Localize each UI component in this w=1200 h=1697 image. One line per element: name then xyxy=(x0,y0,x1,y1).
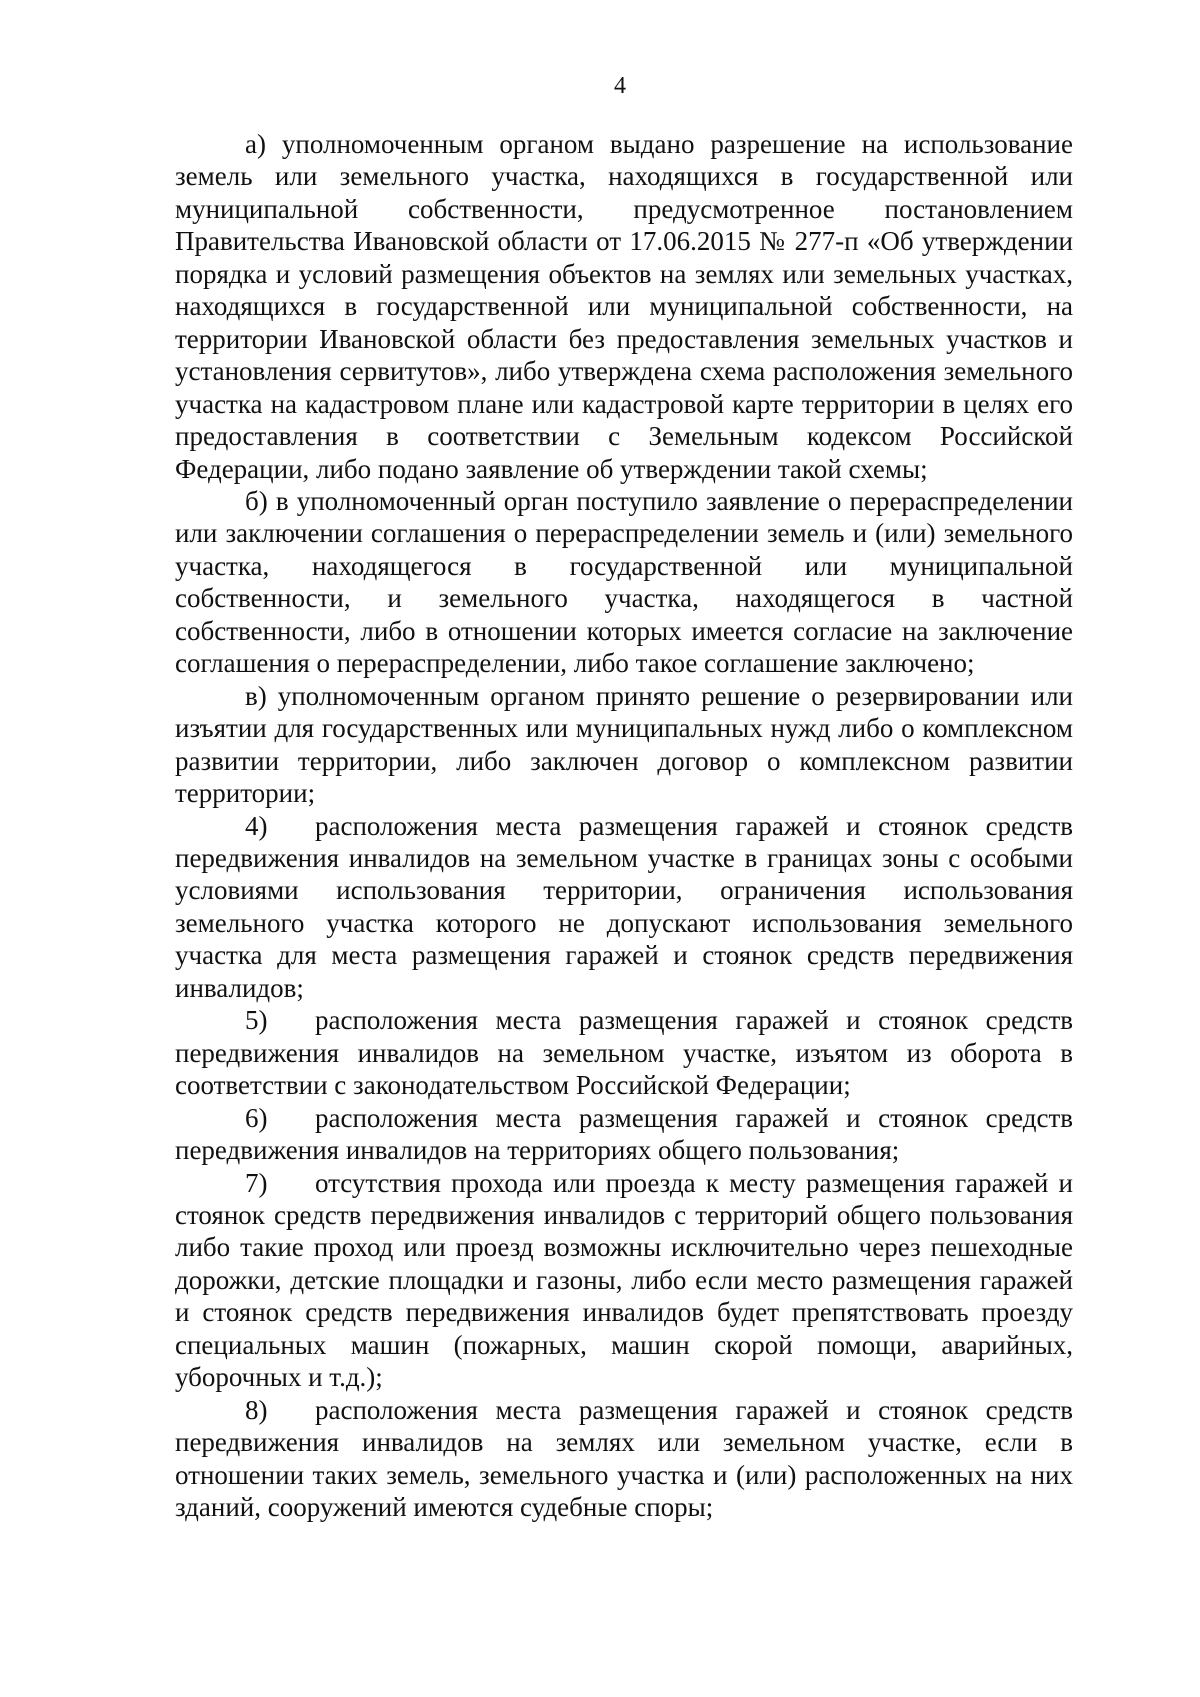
list-item-label: 8) xyxy=(245,1394,268,1425)
list-item-8 xyxy=(175,1394,1073,1524)
list-item-6 xyxy=(175,1102,1073,1167)
paragraph-a xyxy=(175,128,1073,485)
list-item-4 xyxy=(175,810,1073,1005)
list-item-text: расположения места размещения гаражей и стоянок средств передвижения инвалидов на землях или земельном участке, если в отношении таких земель, земельного участка и (или) расположенных на них зданий, сооружений имеются судебные споры; xyxy=(175,1394,1073,1523)
paragraph-text: б) в уполномоченный орган поступило заявление о перераспределении или заключении соглашения о перераспределении земель и (или) земельного участка, находящегося в государственной или муниципальной собственности, и земельного участка, находящегося в частной собственности, либо в отношении которых имеется согласие на заключение соглашения о перераспределении, либо такое соглашение заключено; xyxy=(175,485,1073,679)
list-item-label: 4) xyxy=(245,810,268,841)
list-item-label: 7) xyxy=(245,1167,268,1198)
page-number: 4 xyxy=(614,73,626,99)
paragraph-b xyxy=(175,485,1073,680)
list-item-text: отсутствия прохода или проезда к месту размещения гаражей и стоянок средств передвижения инвалидов с территорий общего пользования либо такие проход или проезд возможны исключительно через пешеходные дорожки, детские площадки и газоны, либо если место размещения гаражей и стоянок средств передвижения инвалидов будет препятствовать проезду специальных машин (пожарных, машин скорой помощи, аварийных, уборочных и т.д.); xyxy=(175,1167,1073,1393)
list-item-text: расположения места размещения гаражей и стоянок средств передвижения инвалидов на территориях общего пользования; xyxy=(175,1102,1073,1166)
list-item-label: 5) xyxy=(245,1005,268,1036)
paragraph-v xyxy=(175,680,1073,810)
list-item-7 xyxy=(175,1167,1073,1394)
paragraph-text: а) уполномоченным органом выдано разрешение на использование земель или земельного участка, находящихся в государственной или муниципальной собственности, предусмотренное постановлением Правительства Ивановской области от 17.06.2015 № 277-п «Об утверждении порядка и условий размещения объектов на землях или земельных участках, находящихся в государственной или муниципальной собственности, на территории Ивановской области без предоставления земельных участков и установления сервитутов», либо утверждена схема расположения земельного участка на кадастровом плане или кадастровой карте территории в целях его предоставления в соответствии с Земельным кодексом Российской Федерации, либо подано заявление об утверждении такой схемы; xyxy=(175,129,1073,484)
list-item-label: 6) xyxy=(245,1102,268,1133)
document-body xyxy=(175,128,1073,1523)
paragraph-text: в) уполномоченным органом принято решение о резервировании или изъятии для государственных или муниципальных нужд либо о комплексном развитии территории, либо заключен договор о комплексном развитии территории; xyxy=(175,680,1073,809)
list-item-text: расположения места размещения гаражей и стоянок средств передвижения инвалидов на земельном участке в границах зоны с особыми условиями использования территории, ограничения использования земельного участка которого не допускают использования земельного участка для места размещения гаражей и стоянок средств передвижения инвалидов; xyxy=(175,810,1073,1003)
list-item-5 xyxy=(175,1004,1073,1101)
list-item-text: расположения места размещения гаражей и стоянок средств передвижения инвалидов на земельном участке, изъятом из оборота в соответствии с законодательством Российской Федерации; xyxy=(175,1005,1073,1101)
